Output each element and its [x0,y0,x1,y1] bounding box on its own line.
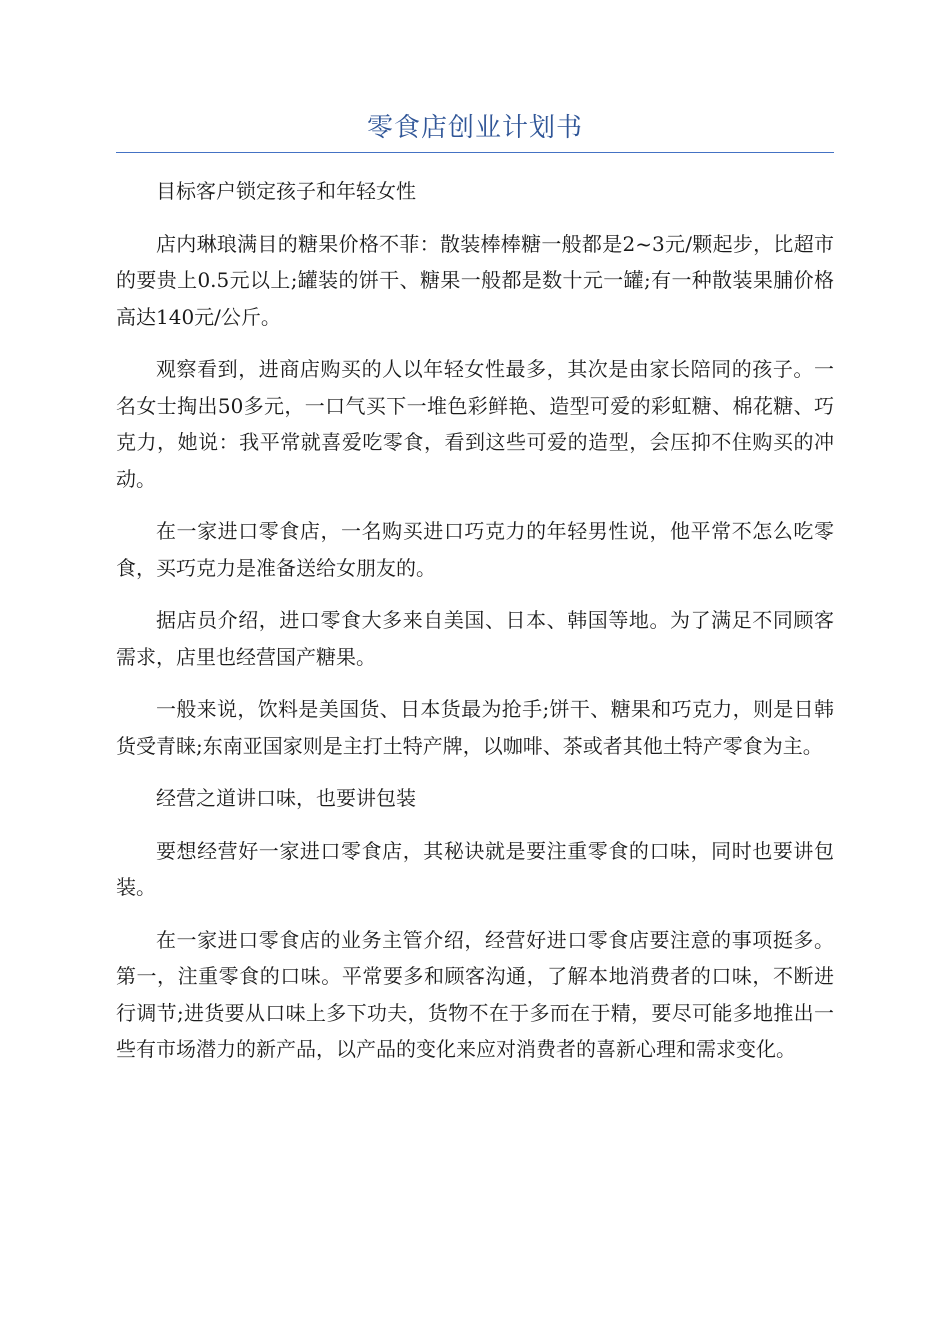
paragraph-customer-observation: 观察看到，进商店购买的人以年轻女性最多，其次是由家长陪同的孩子。一名女士掏出50多元，一口气买下一堆色彩鲜艳、造型可爱的彩虹糖、棉花糖、巧克力，她说：我平常就喜爱吃零食，看到这些可爱的造型，会压抑不住购买的冲动。 [116,357,834,491]
paragraph-candy-prices: 店内琳琅满目的糖果价格不菲：散装棒棒糖一般都是2~3元/颗起步，比超市的要贵上0.5元以上;罐装的饼干、糖果一般都是数十元一罐;有一种散装果脯价格高达140元/公斤。 [116,231,834,329]
paragraph-product-origin: 据店员介绍，进口零食大多来自美国、日本、韩国等地。为了满足不同顾客需求，店里也经营国产糖果。 [116,608,834,669]
paragraph-manager-advice: 在一家进口零食店的业务主管介绍，经营好进口零食店要注意的事项挺多。第一，注重零食的口味。平常要多和顾客沟通，了解本地消费者的口味，不断进行调节;进货要从口味上多下功夫，货物不在于多而在于精，要尽可能多地推出一些有市场潜力的新产品，以产品的变化来应对消费者的喜新心理和需求变化。 [116,927,834,1061]
document-page [116,108,834,1084]
paragraph-heading-business-approach: 经营之道讲口味，也要讲包装 [156,786,416,810]
paragraph-popular-goods: 一般来说，饮料是美国货、日本货最为抢手;饼干、糖果和巧克力，则是日韩货受青睐;东南亚国家则是主打土特产牌，以咖啡、茶或者其他土特产零食为主。 [116,697,834,758]
paragraph-male-customer: 在一家进口零食店，一名购买进口巧克力的年轻男性说，他平常不怎么吃零食，买巧克力是准备送给女朋友的。 [116,519,834,580]
title-divider [116,152,834,153]
paragraph-taste-and-packaging: 要想经营好一家进口零食店，其秘诀就是要注重零食的口味，同时也要讲包装。 [116,838,834,899]
paragraph-heading-target-customers: 目标客户锁定孩子和年轻女性 [156,179,416,203]
page-title: 零食店创业计划书 [366,113,583,143]
